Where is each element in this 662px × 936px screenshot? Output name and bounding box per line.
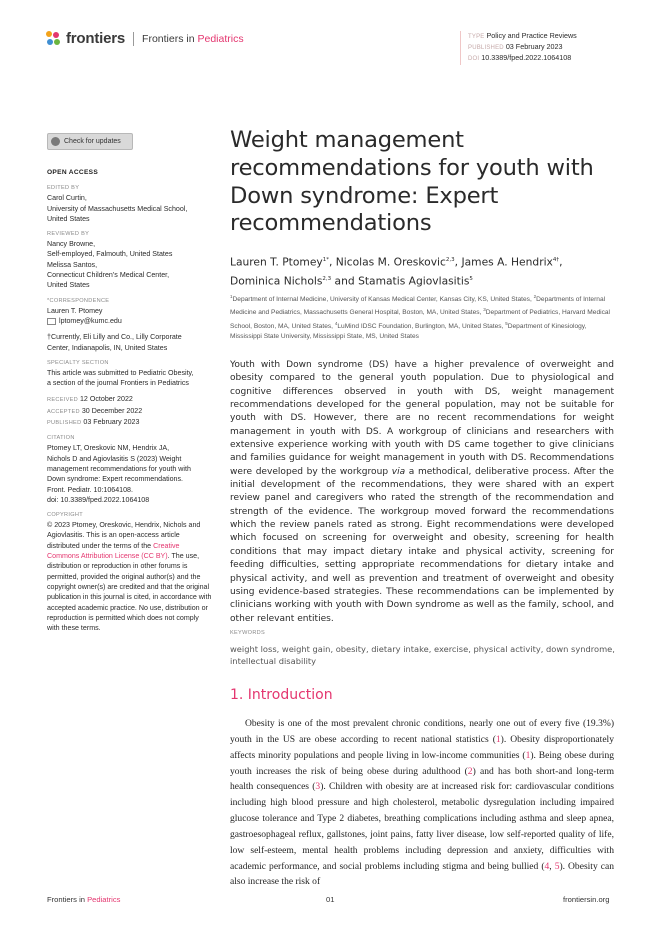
abstract: Youth with Down syndrome (DS) have a higher prevalence of overweight and obesity compared to the general youth population. Due to physiological and cognitive differences observed in youth with DS, weight management recommendations developed for the general population, may not be suitable for youth with DS. However, there are no recent recommendations for weight management in youth with DS. A workgroup of clinicians and researchers with extensive experience working with youth with DS came together to give clinicians and families guidance for weight management in youth with DS. Recommendations were developed by the workgroup via a methodical, deliberative process. After the initial development of the recommendations, they were shared with an expert review panel and caregivers who rated the strength of the recommendation and strength of the evidence. The workgroup moved forward the recommendations which the review panels rated as strong. Eight recommendations were developed which focused on screening for overweight and obesity, screening for health conditions that may impact dietary intake and physical activity, screening for feeding difficulties, setting appropriate recommendations for dietary intake and physical activity, and well as prevention and treatment of overweight and obesity using evidence-based strategies. These recommendations can be implemented by clinicians working with youth with Down syndrome as well as the family, school, and other relevant entities. [230, 360, 614, 624]
check-updates-icon [51, 137, 60, 146]
check-for-updates-button[interactable]: Check for updates [47, 133, 133, 150]
author: Lauren T. Ptomey [230, 255, 323, 269]
doi-link[interactable]: 10.3389/fped.2022.1064108 [481, 53, 572, 63]
article-meta: TYPE Policy and Practice Reviews PUBLISHED 03 February 2023 DOI 10.3389/fped.2022.1064108 [460, 31, 577, 65]
citation: CITATION Ptomey LT, Oreskovic NM, Hendrix JA, Nichols D and Agiovlasitis S (2023) Weight management recommendations for youth with Down syndrome: Expert recommendations. Front. Pediatr. 10:1064108. doi: 10.3389/fped.2022.1064108 [47, 435, 191, 504]
history-dates: RECEIVED 12 October 2022 ACCEPTED 30 December 2022 PUBLISHED 03 February 2023 [47, 395, 143, 427]
open-access-label: OPEN ACCESS [47, 169, 99, 176]
published-date: 03 February 2023 [505, 42, 563, 52]
reference-link[interactable]: 4 [544, 860, 550, 872]
journal-name: Frontiers in Pediatrics [142, 32, 244, 45]
frontiers-logo-icon [46, 31, 62, 47]
correspondence-email[interactable]: lptomey@kumc.edu [59, 316, 122, 325]
logo-wordmark: frontiers [66, 30, 126, 47]
keywords-heading: KEYWORDS [230, 630, 266, 636]
frontiers-logo [46, 30, 244, 47]
header-divider [133, 32, 134, 46]
author: James A. Hendrix [461, 255, 553, 269]
site-link[interactable]: frontiersin.org [563, 895, 610, 904]
reference-link[interactable]: 5 [554, 860, 560, 872]
reference-link[interactable]: 3 [315, 781, 321, 793]
cc-by-link[interactable]: Creative Commons Attribution License (CC BY) [47, 541, 180, 561]
author: Nicolas M. Oreskovic [335, 255, 446, 269]
specialty-section: SPECIALTY SECTION This article was submitted to Pediatric Obesity, a section of the journal Frontiers in Pediatrics [47, 359, 194, 388]
page-number: 01 [326, 895, 335, 904]
article-type: Policy and Practice Reviews [486, 31, 577, 40]
email-icon [47, 318, 56, 325]
sidebar [47, 167, 217, 639]
edited-by: EDITED BY Carol Curtin, University of Massachusetts Medical School, United States [47, 185, 188, 223]
author: Stamatis Agiovlasitis [358, 274, 470, 288]
article-title: Weight management recommendations for youth with Down syndrome: Expert recommendations [230, 127, 594, 237]
introduction-paragraph: Obesity is one of the most prevalent chronic conditions, nearly one out of every five (19.3%) youth in the US are obese according to recent national statistics (1). Obesity disproportionately affects minority populations and people living in low-income communities (1). Being obese during youth increases the risk of being obese during adulthood (2) and has both short-and long-term health consequences (3). Children with obesity are at increased risk for: cardiovascular conditions including high blood pressure and high cholesterol, metabolic dysregulation including impaired glucose tolerance and Type 2 diabetes, breathing complications including asthma and sleep apnea, gastroesophageal reflux, gallstones, joint pains, fatty liver disease, low self-reported quality of life, low self-esteem, mental health problems including depression and anxiety, difficulties with academic performance, and social problems including stigma and being bullied (4, 5). Obesity can also increase the risk of [230, 718, 614, 888]
keywords: weight loss, weight gain, obesity, dietary intake, exercise, physical activity, down syndrome, intellectual disability [230, 644, 615, 666]
author-list: Lauren T. Ptomey$^{1*}$, Nicolas M. Oreskovic$^{2,3}$, James A. Hendrix$^{4\dagger}$, Dominica Nichols$^{2,3}$ and Stamatis Agiovlasitis$^5$ [230, 255, 563, 288]
reference-link[interactable]: 1 [525, 749, 531, 761]
reference-link[interactable]: 2 [467, 765, 473, 777]
current-affiliation-note: †Currently, Eli Lilly and Co., Lilly Corporate Center, Indianapolis, IN, United States [47, 333, 182, 352]
author: Dominica Nichols [230, 274, 323, 288]
correspondence: *CORRESPONDENCE Lauren T. Ptomey lptomey@kumc.edu [47, 297, 122, 325]
affiliations: $^1$Department of Internal Medicine, University of Kansas Medical Center, Kansas City, KS, United States, $^2$Departments of Internal Medicine and Pediatrics, Massachusetts General Hospital, Boston, MA, United States, $^3$Department of Pediatrics, Harvard Medical School, Boston, MA, United States, $^4$LuMind IDSC Foundation, Burlington, MA, United States, $^5$Department of Kinesiology, Mississippi State University, Mississippi State, MS, United States [230, 294, 611, 341]
reference-link[interactable]: 1 [495, 733, 501, 745]
footer-journal: Frontiers in Pediatrics [47, 895, 121, 904]
copyright: COPYRIGHT © 2023 Ptomey, Oreskovic, Hendrix, Nichols and Agiovlasitis. This is an open-access article distributed under the terms of the Creative Commons Attribution License (CC BY). The use, distribution or reproduction in other forums is permitted, provided the original author(s) and the copyright owner(s) are credited and that the original publication in this journal is cited, in accordance with accepted academic practice. No use, distribution or reproduction is permitted which does not comply with these terms. [47, 512, 212, 633]
section-heading: 1. Introduction [230, 687, 333, 703]
reviewed-by: REVIEWED BY Nancy Browne, Self-employed, Falmouth, United States Melissa Santos, Connecticut Children’s Medical Center, United States [47, 231, 173, 290]
